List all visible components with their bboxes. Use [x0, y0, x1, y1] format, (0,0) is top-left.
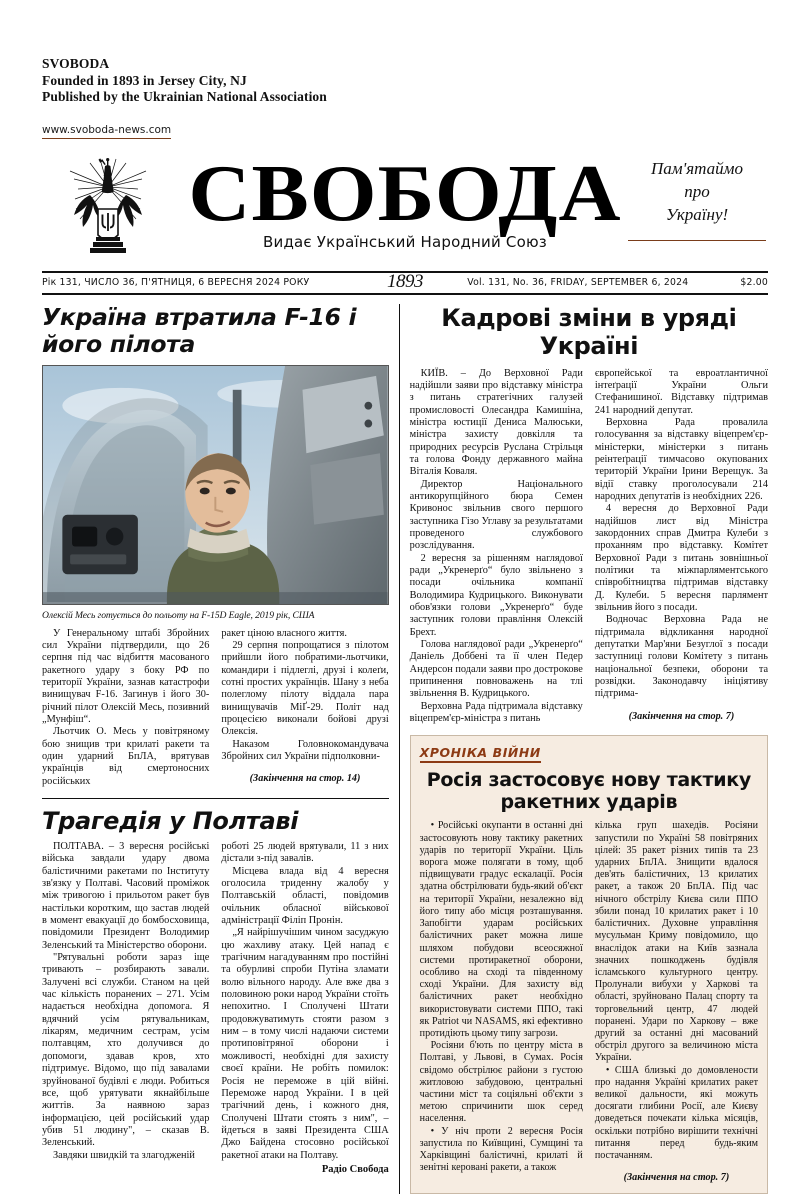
masthead-slogan [628, 157, 766, 241]
chronicle-col-2 [595, 820, 758, 1183]
article-poltava-headline[interactable]: Трагедія у Полтаві [42, 807, 389, 835]
paragraph: Верховна Рада провалила голосування за відставку віцепрем'єр-міністерки, міністерки з питань реінтеґрації тимчасово окупованих територій України Ірини Верещук. За відії ставку проголосували 214 народних депутатів із необхідних 226. [595, 417, 768, 503]
paragraph: Росіяни б'ють по центру міста в Полтаві, у Львові, в Сумах. Росія свідомо обстрілює райони з густою житловою забудовою, центральні частини міст та соціяльні об'єкти з метою спричинити шок серед населення. [420, 1040, 583, 1125]
article-poltava-col-2 [221, 841, 388, 1175]
paragraph: У Генеральному штабі Збройних сил України підтвердили, що 26 серпня під час відбиття масованого ракетного удару з боку РФ по території України, зазнав катастрофи винищувач F-16. Загинув і його 30-річний пілот Олексій Месь, позивний „Мунфіш“. [42, 628, 209, 727]
article-cabinet-body [410, 368, 768, 726]
paragraph: • Російські окупанти в останні дні застосовують нову тактику ракетних ударів по території України. Ціль ворога може полягати в тому, щоб підвищувати градус ескалації. Росія здатна обстрілювати будь-який об'єкт на території України, незалежно від його типу або місця розташування. Запобігти ударам російських балістичних ракет можна лише шляхом побудови всеосяжної системи протиракетної оборони, особливо на сході та південному сході України. Для захисту від балістичних ракет необхідно використовувати системи ППО, такі як Patriot чи NASAMS, які ефективно протидіють цьому типу загрози. [420, 820, 583, 1040]
paragraph: „Я найрішучішим чином засуджую цю жахливу атаку. Цей напад є трагічним нагадуванням про постійні та обурливі спроби Путіна зламати волю вільного народу. Але вже два з половиною роки народ України стоїть непохитно. І Сполучені Штати продовжуватимуть стояти разом з ним – в тому числі надаючи системи протиповітряної оборони і можливості, необхідні для захисту своєї країни. Не робіть помилок: Росія не переможе в цій війні. Переможе народ України. І в цей трагічний день, і кожного дня, Сполучені Штати стоять з ним", – йдеться в заяві Президента США Джо Байдена стосовно російської ракетної атаки на Полтаву. [221, 927, 388, 1162]
chronicle-box [410, 735, 768, 1194]
article-poltava-col-1 [42, 841, 209, 1175]
publication-identity [42, 0, 768, 106]
masthead [42, 147, 768, 265]
article-f16-jump-line[interactable]: (Закінчення на стор. 14) [221, 773, 388, 784]
slogan-line-1: Пам'ятаймо [628, 157, 766, 180]
paragraph: кілька груп шахедів. Росіяни запустили по Україні 58 повітряних цілей: 35 ракет різних типів та 23 ударних БпЛА. Знищити вдалося дев'ять балістичних, 13 крилатих ракет, а також 20 БпЛА. Під час нічного обстрілу Києва сили ППО збили понад 10 крилатих ракет і 10 балістичних. Духовне управління мусульман Криму повідомило, що внаслідок атаки на Київ зазнала значних пошкоджень будівля ісламського культурного центру. Пролунали вибухи у Харкові та області, зруйновано Палац спорту та торговельний центр, 47 людей поранені. Удари по Харкову – вже другий за останні дні масований обстріл другого за величиною міста України. [595, 820, 758, 1064]
slogan-divider [628, 240, 766, 241]
article-cabinet-headline[interactable]: Кадрові зміни в уряді Україні [410, 304, 768, 360]
chronicle-kicker: ХРОНІКА ВІЙНИ [420, 745, 541, 763]
paragraph: Водночас Верховна Рада не підтримала відкликання народної депутатки Мар'яни Безуглої з посади заступниці голови Комітету з питань національної безпеки, оборони та розвідки. Законодавчу ініціятиву підтрима- [595, 614, 768, 700]
paragraph: ракет ціною власного життя. [221, 628, 388, 640]
paragraph: Верховна Рада підтримала відставку віцепрем'єр-міністра з питань [410, 701, 583, 726]
chronicle-body [420, 820, 758, 1183]
article-f16-col-2 [221, 628, 388, 788]
paragraph: європейської та евроатлантичної інтеґрації України Ольги Стефанишиної. Відставку підтримав 241 народний депутат. [595, 368, 768, 417]
masthead-subtitle: Видає Український Народний Союз [42, 233, 768, 251]
paragraph: Місцева влада від 4 вересня оголосила триденну жалобу у Полтавській області, повідомив очільник обласної військової адміністрації Філіп Пронін. [221, 866, 388, 928]
chronicle-headline-line-1: Росія застосовує нову тактику [427, 769, 751, 791]
folio-bar [42, 271, 768, 295]
article-poltava-body [42, 841, 389, 1175]
article-poltava-signature: Радіо Свобода [221, 1164, 388, 1175]
publication-founded: Founded in 1893 in Jersey City, NJ [42, 73, 768, 90]
article-f16-body [42, 628, 389, 788]
paragraph: • США близькі до домовлености про надання Україні крилатих ракет великої дальности, які можуть досягати глибини Росії, але Києву доведеться почекати кілька місяців, оскільки потрібно вирішити технічні питання перед будь-яким постачанням. [595, 1065, 758, 1163]
folio-year-ornament: 1893 [387, 271, 423, 293]
paragraph: Завдяки швидкій та злагодженій [42, 1150, 209, 1162]
chronicle-col-1 [420, 820, 583, 1183]
chronicle-headline[interactable] [420, 769, 758, 813]
left-column [42, 304, 389, 1194]
chronicle-jump-line[interactable]: (Закінчення на стор. 7) [595, 1172, 758, 1183]
article-poltava [42, 807, 389, 1175]
paragraph: • У ніч проти 2 вересня Росія запустила по Київщині, Сумщині та Харківщині балістичні, крилаті й зенітні керовані ракети, а також [420, 1126, 583, 1175]
column-divider [399, 304, 400, 1194]
right-column [410, 304, 768, 1194]
page-title: СВОБОДА [20, 147, 790, 239]
folio-english: Vol. 131, No. 36, FRIDAY, SEPTEMBER 6, 2024 [467, 277, 688, 288]
article-cabinet-jump-line[interactable]: (Закінчення на стор. 7) [595, 711, 768, 722]
article-f16-photo [42, 365, 389, 605]
main-content [42, 304, 768, 1194]
article-f16-headline[interactable]: Україна втратила F-16 і його пілота [42, 304, 389, 358]
article-cabinet-col-1 [410, 368, 583, 726]
slogan-line-2: про [628, 180, 766, 203]
paragraph: Льотчик О. Месь у повітряному бою знищив три крилаті ракети та один ударний БпЛА, врятував українців від смертоносних російських [42, 726, 209, 788]
paragraph: ПОЛТАВА. – 3 вересня російські війська завдали удару двома балістичними ракетами по Інституту зв'язку у Полтаві. Часовий проміжок між тривогою і прильотом ракет був настільки коротким, що застав людей в момент евакуації до бомбосховища, повідомили Президент Володимир Зеленський та Міністерство оборони. [42, 841, 209, 952]
article-cabinet [410, 304, 768, 726]
article-cabinet-col-2 [595, 368, 768, 726]
paragraph: "Рятувальні роботи зараз іще тривають – розбирають завали. Залучені всі служби. Станом на цей час кількість поранених – 271. Усім надається необхідна допомога. Я вдячний усім рятувальникам, лікарям, медичним сестрам, усім полтавцям, хто долучився до допомоги, здавав кров, хто підтримує. Відомо, що під завалами зруйнованої будівлі є люди. Робиться все, щоб урятувати якнайбільше життів. За наявною зараз інформацією, цей російський удар убив 51 людину", – сказав В. Зеленський. [42, 952, 209, 1150]
chronicle-headline-line-2: ракетних ударів [500, 791, 677, 813]
paragraph: Директор Національного антикорупційного бюра Семен Кривонос звільнив свого першого заступника Гізо Углаву за результатами проведеного службового розслідування. [410, 479, 583, 553]
slogan-line-3: Україну! [628, 203, 766, 226]
section-divider [42, 798, 389, 799]
paragraph: 29 серпня попрощатися з пілотом прийшли його побратими-льотчики, командири і підлеглі, друзі і колеґи, сотні простих українців. Шану з неба полеглому пілоту віддала пара винищувачів МіҐ-29. Політ над процесією виконали бойові друзі Олексія. [221, 640, 388, 739]
paragraph: Наказом Головнокомандувача Збройних сил України підполковни- [221, 739, 388, 764]
folio-ukrainian: Рік 131, ЧИСЛО 36, П'ЯТНИЦЯ, 6 ВЕРЕСНЯ 2024 РОКУ [42, 277, 309, 288]
folio-price: $2.00 [740, 277, 768, 288]
paragraph: КИЇВ. – До Верховної Ради надійшли заяви про відставку міністра з питань стратегічних галузей промисловості Олесандра Камишіна, міністра юстиції Дениса Малюськи, міністра захисту довкілля та природних ресурсів Руслана Стрільця та голова Фонду державного майна Віталія Коваля. [410, 368, 583, 479]
paragraph: Голова наглядової ради „Укренерґо“ Даніель Доббені та її член Педер Андерсон подали заяви про дострокове припинення повноважень на тлі звільнення В. Кудрицького. [410, 639, 583, 701]
paragraph: 2 вересня за рішенням наглядової ради „Укренерґо“ було звільнено з посади очільника компанії Володимира Кудрицького. Виконувати обов'язки голови „Укренерґо“ буде заступник голови правління Олексій Брехт. [410, 553, 583, 639]
publication-publisher: Published by the Ukrainian National Association [42, 89, 768, 106]
article-f16 [42, 304, 389, 788]
website-link[interactable]: www.svoboda-news.com [42, 124, 171, 139]
article-f16-col-1 [42, 628, 209, 788]
paragraph: роботі 25 людей врятували, 11 з них дістали з-під завалів. [221, 841, 388, 866]
publication-name: SVOBODA [42, 56, 768, 73]
paragraph: 4 вересня до Верховної Ради надійшов лист від Міністра закордонних справ Дмитра Кулеби з проханням про відставку. Комітет Верховної Ради з питань зовнішньої політики та міжпарляментського співробітництва підтримав відставку Д. Кулеби. 5 вересня парлямент звільнив його з посади. [595, 503, 768, 614]
article-f16-caption: Олексій Месь готується до польоту на F-15D Eagle, 2019 рік, США [42, 610, 389, 621]
